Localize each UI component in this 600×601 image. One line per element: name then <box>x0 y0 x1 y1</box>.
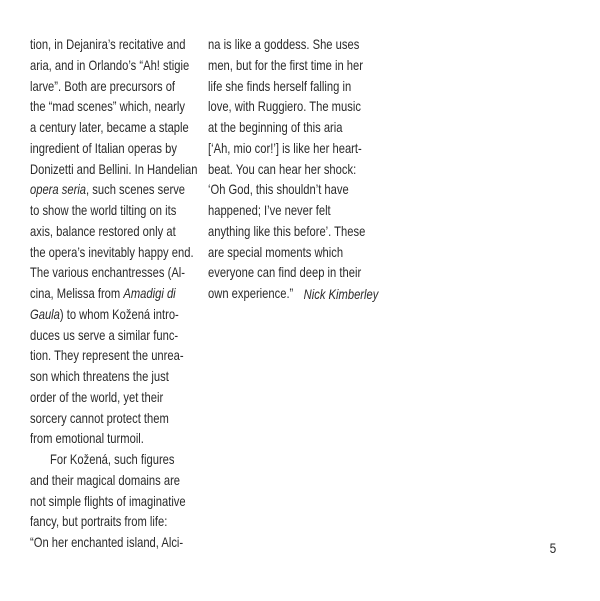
text-line <box>30 449 197 470</box>
text-segment: duces us serve a similar func- <box>30 326 179 343</box>
italic-text: opera seria <box>30 181 87 198</box>
text-segment: from emotional turmoil. <box>30 430 144 447</box>
text-line <box>30 179 197 200</box>
text-segment: men, but for the first time in her <box>208 56 363 73</box>
text-segment: cina, Melissa from <box>30 285 124 301</box>
text-segment: everyone can find deep in their <box>208 264 362 281</box>
text-line <box>30 470 197 491</box>
text-line <box>30 96 197 117</box>
page-number: 5 <box>549 540 557 556</box>
text-segment: own experience.” <box>208 285 294 301</box>
text-segment: beat. You can hear her shock: <box>208 160 357 177</box>
text-line <box>208 34 365 55</box>
text-segment: happened; I’ve never felt <box>208 202 331 218</box>
text-segment: are special moments which <box>208 243 344 260</box>
text-line <box>30 408 197 429</box>
text-segment: , such scenes serve <box>86 181 186 198</box>
text-line <box>30 283 197 304</box>
text-line <box>30 387 197 408</box>
text-line <box>30 76 197 97</box>
text-segment: the opera’s inevitably happy end. <box>30 243 194 260</box>
author-name: Nick Kimberley <box>303 286 378 302</box>
text-segment: ) to whom Kožená intro- <box>59 305 179 322</box>
text-line <box>208 159 365 180</box>
text-column-right <box>208 34 405 304</box>
text-line <box>208 138 365 159</box>
text-segment: son which threatens the just <box>30 368 169 384</box>
text-segment: ingredient of Italian operas by <box>30 139 177 156</box>
text-line <box>30 200 197 221</box>
italic-text: Gaula <box>30 305 60 322</box>
text-segment: order of the world, yet their <box>30 388 164 405</box>
text-line <box>208 179 365 200</box>
text-segment: aria, and in Orlando’s “Ah! stigie <box>30 56 190 73</box>
text-line <box>208 200 365 221</box>
text-segment: na is like a goddess. She uses <box>208 36 360 52</box>
text-line <box>30 532 197 553</box>
text-segment: tion, in Dejanira’s recitative and <box>30 36 186 52</box>
text-segment: larve”. Both are precursors of <box>30 77 176 94</box>
author-signature <box>208 284 378 305</box>
text-line <box>208 242 365 263</box>
text-line <box>208 96 365 117</box>
text-line <box>208 117 365 138</box>
text-line <box>30 304 197 325</box>
text-line <box>30 262 197 283</box>
text-segment: ‘Oh God, this shouldn’t have <box>208 181 349 198</box>
text-segment: “On her enchanted island, Alci- <box>30 534 184 550</box>
text-line <box>30 34 197 55</box>
text-line <box>30 366 197 387</box>
text-segment: The various enchantresses (Al- <box>30 264 186 281</box>
text-line <box>208 76 365 97</box>
text-line <box>208 262 365 283</box>
text-line <box>30 138 197 159</box>
text-segment: love, with Ruggiero. The music <box>208 98 361 115</box>
text-segment: For Kožená, such figures <box>50 451 175 467</box>
text-segment: to show the world tilting on its <box>30 202 177 218</box>
text-line <box>208 55 365 76</box>
italic-text: Amadigi di <box>123 285 176 301</box>
text-segment: life she finds herself falling in <box>208 77 352 94</box>
text-segment: anything like this before’. These <box>208 222 366 239</box>
text-line <box>30 491 197 512</box>
text-line <box>30 221 197 242</box>
text-segment: [‘Ah, mio cor!’] is like her heart- <box>208 139 362 156</box>
text-line <box>30 511 197 532</box>
text-line <box>30 345 197 366</box>
text-segment: Donizetti and Bellini. In Handelian <box>30 160 198 177</box>
text-segment: a century later, became a staple <box>30 119 189 135</box>
text-line <box>30 55 197 76</box>
text-segment: not simple flights of imaginative <box>30 492 186 509</box>
text-segment: axis, balance restored only at <box>30 222 176 239</box>
text-line <box>30 325 197 346</box>
text-segment: sorcery cannot protect them <box>30 409 169 426</box>
text-line <box>30 428 197 449</box>
text-line <box>30 117 197 138</box>
text-segment: tion. They represent the unrea- <box>30 347 184 364</box>
text-line <box>30 159 197 180</box>
text-segment: the “mad scenes” which, nearly <box>30 98 186 115</box>
text-line <box>30 242 197 263</box>
text-segment: fancy, but portraits from life: <box>30 513 168 530</box>
text-segment: and their magical domains are <box>30 471 181 488</box>
text-line <box>208 221 365 242</box>
text-segment: at the beginning of this aria <box>208 119 343 135</box>
